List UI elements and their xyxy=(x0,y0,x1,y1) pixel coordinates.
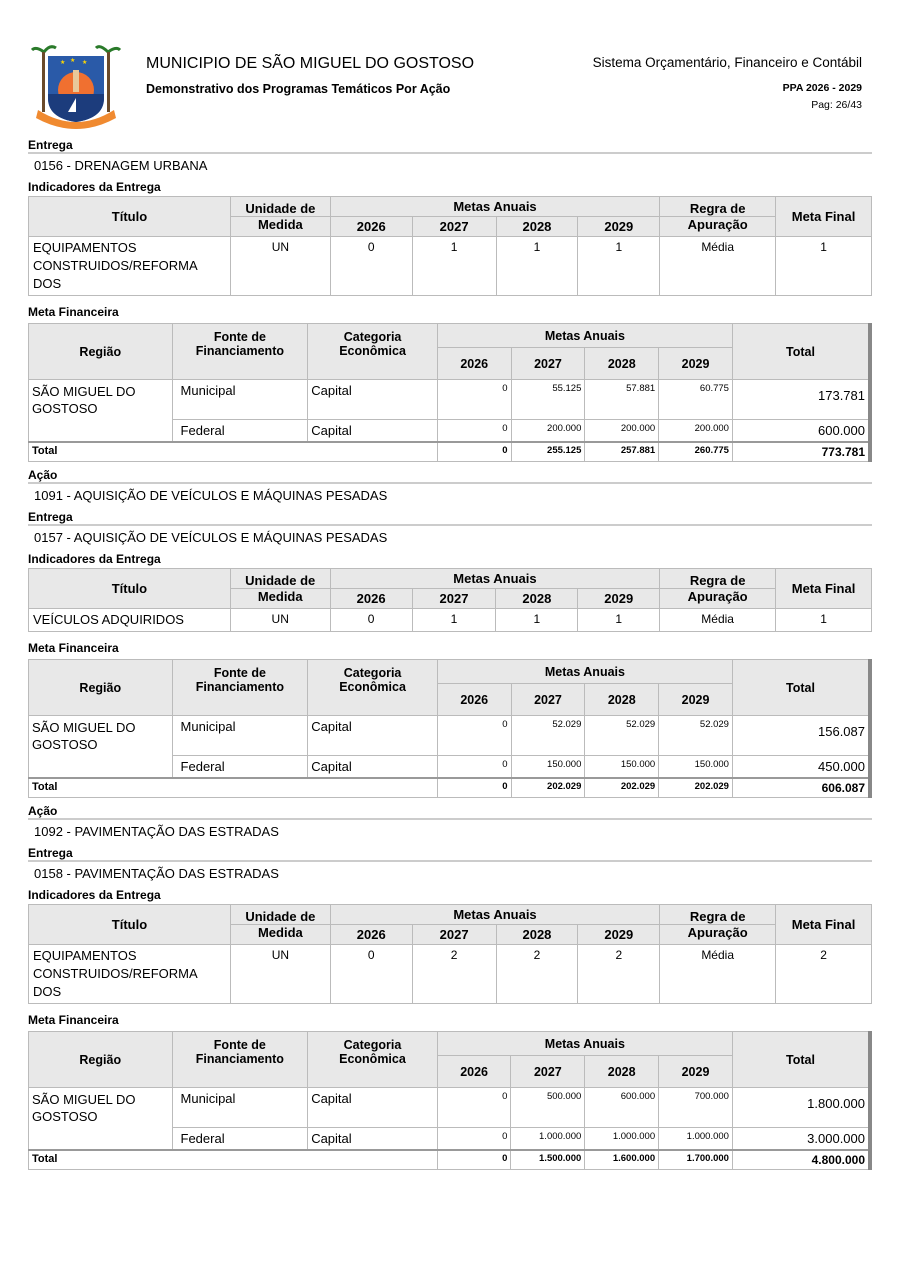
col-total: Total xyxy=(732,660,870,716)
amount-cell: 150.000 xyxy=(659,756,733,779)
target-cell: 1 xyxy=(496,237,578,296)
col-metas-anuais: Metas Anuais xyxy=(330,569,660,589)
table-row xyxy=(29,945,872,1004)
amount-cell: 150.000 xyxy=(511,756,585,779)
target-cell: 1 xyxy=(578,609,660,632)
col-year: 2028 xyxy=(585,348,659,380)
region-line: SÃO MIGUEL DO xyxy=(32,720,136,735)
amount-cell: 150.000 xyxy=(585,756,659,779)
category-cell: Capital xyxy=(308,1088,438,1128)
amount-cell: 200.000 xyxy=(511,420,585,443)
source-cell: Federal xyxy=(172,756,308,779)
col-apuracao: Apuração xyxy=(660,925,776,945)
entrega-value: 0157 - AQUISIÇÃO DE VEÍCULOS E MÁQUINAS PESADAS xyxy=(34,530,388,545)
region-line: SÃO MIGUEL DO xyxy=(32,384,136,399)
total-label: Total xyxy=(29,1150,438,1170)
grand-total-cell: 4.800.000 xyxy=(732,1150,870,1170)
row-total-cell: 156.087 xyxy=(732,716,870,756)
total-row xyxy=(29,778,871,798)
target-cell: 2 xyxy=(496,945,578,1004)
amount-cell: 1.000.000 xyxy=(511,1128,585,1151)
col-metas-anuais: Metas Anuais xyxy=(437,324,732,348)
col-unidade: Unidade de xyxy=(230,905,330,925)
source-cell: Federal xyxy=(172,420,308,443)
total-amount-cell: 257.881 xyxy=(585,442,659,462)
col-titulo: Título xyxy=(29,197,231,237)
col-metas-anuais: Metas Anuais xyxy=(330,197,659,217)
meta-financeira-label: Meta Financeira xyxy=(28,1013,119,1027)
amount-cell: 200.000 xyxy=(659,420,733,443)
amount-cell: 200.000 xyxy=(585,420,659,443)
municipality-name: MUNICIPIO DE SÃO MIGUEL DO GOSTOSO xyxy=(146,55,475,72)
acao-value: 1092 - PAVIMENTAÇÃO DAS ESTRADAS xyxy=(34,824,279,839)
unit-cell: UN xyxy=(230,609,330,632)
col-year: 2027 xyxy=(412,217,496,237)
target-cell: 1 xyxy=(578,237,660,296)
indicator-title-line: EQUIPAMENTOS xyxy=(33,240,137,255)
col-regra: Regra de xyxy=(660,197,776,217)
total-amount-cell: 1.600.000 xyxy=(585,1150,659,1170)
indicadores-label: Indicadores da Entrega xyxy=(28,888,161,902)
amount-cell: 0 xyxy=(437,1128,511,1151)
svg-text:★: ★ xyxy=(82,60,88,66)
amount-cell: 0 xyxy=(437,716,511,756)
source-cell: Municipal xyxy=(172,716,308,756)
col-year: 2028 xyxy=(585,684,659,716)
row-total-cell: 450.000 xyxy=(732,756,870,779)
col-year: 2027 xyxy=(511,348,585,380)
indicators-table xyxy=(28,904,872,1004)
svg-text:★: ★ xyxy=(70,58,76,64)
unit-cell: UN xyxy=(230,237,330,296)
col-categoria-line: Categoria xyxy=(343,1038,402,1052)
report-body xyxy=(28,138,872,1170)
col-categoria-line: Categoria xyxy=(343,666,402,680)
col-medida: Medida xyxy=(230,217,330,237)
col-year: 2029 xyxy=(659,684,733,716)
col-fonte xyxy=(172,660,308,716)
col-categoria-line: Econômica xyxy=(339,344,406,358)
meta-financeira-label: Meta Financeira xyxy=(28,305,119,319)
col-year: 2029 xyxy=(578,589,660,609)
col-categoria xyxy=(308,1032,438,1088)
category-cell: Capital xyxy=(308,716,438,756)
col-meta-final: Meta Final xyxy=(776,197,872,237)
col-metas-anuais: Metas Anuais xyxy=(437,660,732,684)
source-cell: Municipal xyxy=(172,380,308,420)
indicator-title-line: DOS xyxy=(33,984,62,999)
col-year: 2028 xyxy=(496,925,578,945)
indicator-title-line: VEÍCULOS ADQUIRIDOS xyxy=(33,612,184,627)
col-year: 2029 xyxy=(578,217,660,237)
category-cell: Capital xyxy=(308,756,438,779)
total-amount-cell: 202.029 xyxy=(659,778,733,798)
col-year: 2026 xyxy=(330,925,412,945)
category-cell: Capital xyxy=(308,420,438,443)
col-year: 2026 xyxy=(330,589,412,609)
ppa-period: PPA 2026 - 2029 xyxy=(782,82,862,94)
table-row xyxy=(29,609,872,632)
col-metas-anuais: Metas Anuais xyxy=(437,1032,732,1056)
rule-cell: Média xyxy=(660,945,776,1004)
acao-value: 1091 - AQUISIÇÃO DE VEÍCULOS E MÁQUINAS PESADAS xyxy=(34,488,388,503)
col-year: 2026 xyxy=(437,684,511,716)
indicators-table xyxy=(28,568,872,632)
col-year: 2028 xyxy=(496,589,578,609)
total-label: Total xyxy=(29,442,438,462)
indicator-title-line: DOS xyxy=(33,276,62,291)
indicator-title xyxy=(29,945,231,1004)
col-medida: Medida xyxy=(230,925,330,945)
entrega-label: Entrega xyxy=(28,846,872,862)
financial-table xyxy=(28,659,872,798)
col-fonte-line: Fonte de xyxy=(213,1038,266,1052)
col-fonte-line: Fonte de xyxy=(213,330,266,344)
col-meta-final: Meta Final xyxy=(776,569,872,609)
region-line: GOSTOSO xyxy=(32,737,98,752)
final-target-cell: 1 xyxy=(776,609,872,632)
amount-cell: 55.125 xyxy=(511,380,585,420)
target-cell: 1 xyxy=(412,237,496,296)
total-amount-cell: 1.700.000 xyxy=(659,1150,733,1170)
amount-cell: 52.029 xyxy=(585,716,659,756)
total-amount-cell: 260.775 xyxy=(659,442,733,462)
financial-table xyxy=(28,1031,872,1170)
report-header xyxy=(0,0,900,130)
col-year: 2029 xyxy=(578,925,660,945)
col-fonte xyxy=(172,1032,308,1088)
region-line: SÃO MIGUEL DO xyxy=(32,1092,136,1107)
acao-label: Ação xyxy=(28,804,872,820)
col-total: Total xyxy=(732,1032,870,1088)
table-row xyxy=(29,1088,871,1128)
table-row xyxy=(29,716,871,756)
col-fonte-line: Financiamento xyxy=(195,344,284,358)
total-amount-cell: 0 xyxy=(437,442,511,462)
unit-cell: UN xyxy=(230,945,330,1004)
col-year: 2027 xyxy=(511,684,585,716)
total-amount-cell: 1.500.000 xyxy=(511,1150,585,1170)
col-regra: Regra de xyxy=(660,569,776,589)
col-metas-anuais: Metas Anuais xyxy=(330,905,659,925)
col-year: 2027 xyxy=(412,925,496,945)
col-categoria xyxy=(308,660,438,716)
meta-financeira-label: Meta Financeira xyxy=(28,641,119,655)
rule-cell: Média xyxy=(660,237,776,296)
col-apuracao: Apuração xyxy=(660,217,776,237)
amount-cell: 0 xyxy=(437,380,511,420)
col-year: 2026 xyxy=(437,1056,511,1088)
entrega-value: 0158 - PAVIMENTAÇÃO DAS ESTRADAS xyxy=(34,866,279,881)
region-cell xyxy=(29,380,173,443)
col-titulo: Título xyxy=(29,569,231,609)
amount-cell: 60.775 xyxy=(659,380,733,420)
amount-cell: 0 xyxy=(437,756,511,779)
category-cell: Capital xyxy=(308,380,438,420)
municipal-coat-of-arms-logo xyxy=(30,42,122,130)
total-amount-cell: 202.029 xyxy=(585,778,659,798)
indicator-title xyxy=(29,609,231,632)
col-total: Total xyxy=(732,324,870,380)
region-cell xyxy=(29,1088,173,1151)
total-amount-cell: 255.125 xyxy=(511,442,585,462)
col-year: 2029 xyxy=(659,348,733,380)
target-cell: 0 xyxy=(330,945,412,1004)
entrega-value: 0156 - DRENAGEM URBANA xyxy=(34,158,208,173)
source-cell: Municipal xyxy=(172,1088,308,1128)
col-apuracao: Apuração xyxy=(660,589,776,609)
col-regra: Regra de xyxy=(660,905,776,925)
category-cell: Capital xyxy=(308,1128,438,1151)
target-cell: 0 xyxy=(330,609,412,632)
total-row xyxy=(29,442,871,462)
entrega-label: Entrega xyxy=(28,138,872,154)
indicator-title-line: CONSTRUIDOS/REFORMA xyxy=(33,258,198,273)
amount-cell: 1.000.000 xyxy=(659,1128,733,1151)
row-total-cell: 173.781 xyxy=(732,380,870,420)
amount-cell: 700.000 xyxy=(659,1088,733,1128)
svg-text:★: ★ xyxy=(60,60,66,66)
col-unidade: Unidade de xyxy=(230,197,330,217)
amount-cell: 0 xyxy=(437,420,511,443)
region-cell xyxy=(29,716,173,779)
row-total-cell: 1.800.000 xyxy=(732,1088,870,1128)
col-meta-final: Meta Final xyxy=(776,905,872,945)
col-year: 2026 xyxy=(330,217,412,237)
col-categoria-line: Categoria xyxy=(343,330,402,344)
col-regiao: Região xyxy=(29,324,173,380)
amount-cell: 52.029 xyxy=(659,716,733,756)
financial-table xyxy=(28,323,872,462)
indicadores-label: Indicadores da Entrega xyxy=(28,552,161,566)
source-cell: Federal xyxy=(172,1128,308,1151)
col-fonte-line: Fonte de xyxy=(213,666,266,680)
target-cell: 1 xyxy=(496,609,578,632)
region-line: GOSTOSO xyxy=(32,1109,98,1124)
col-categoria-line: Econômica xyxy=(339,680,406,694)
col-unidade: Unidade de xyxy=(230,569,330,589)
indicator-title-line: EQUIPAMENTOS xyxy=(33,948,137,963)
amount-cell: 1.000.000 xyxy=(585,1128,659,1151)
total-label: Total xyxy=(29,778,438,798)
target-cell: 1 xyxy=(412,609,496,632)
amount-cell: 500.000 xyxy=(511,1088,585,1128)
amount-cell: 57.881 xyxy=(585,380,659,420)
col-regiao: Região xyxy=(29,660,173,716)
target-cell: 2 xyxy=(578,945,660,1004)
table-row xyxy=(29,237,872,296)
total-amount-cell: 0 xyxy=(437,1150,511,1170)
target-cell: 0 xyxy=(330,237,412,296)
indicator-title-line: CONSTRUIDOS/REFORMA xyxy=(33,966,198,981)
grand-total-cell: 606.087 xyxy=(732,778,870,798)
system-name: Sistema Orçamentário, Financeiro e Contábil xyxy=(592,55,862,70)
total-amount-cell: 202.029 xyxy=(511,778,585,798)
col-medida: Medida xyxy=(230,589,330,609)
target-cell: 2 xyxy=(412,945,496,1004)
col-year: 2029 xyxy=(659,1056,733,1088)
col-year: 2026 xyxy=(437,348,511,380)
indicadores-label: Indicadores da Entrega xyxy=(28,180,161,194)
row-total-cell: 600.000 xyxy=(732,420,870,443)
col-year: 2027 xyxy=(412,589,496,609)
final-target-cell: 1 xyxy=(776,237,872,296)
total-amount-cell: 0 xyxy=(437,778,511,798)
page-number: Pag: 26/43 xyxy=(811,99,862,111)
col-categoria xyxy=(308,324,438,380)
col-year: 2028 xyxy=(585,1056,659,1088)
table-row xyxy=(29,380,871,420)
indicators-table xyxy=(28,196,872,296)
col-fonte-line: Financiamento xyxy=(195,1052,284,1066)
final-target-cell: 2 xyxy=(776,945,872,1004)
acao-label: Ação xyxy=(28,468,872,484)
grand-total-cell: 773.781 xyxy=(732,442,870,462)
indicator-title xyxy=(29,237,231,296)
rule-cell: Média xyxy=(660,609,776,632)
row-total-cell: 3.000.000 xyxy=(732,1128,870,1151)
amount-cell: 52.029 xyxy=(511,716,585,756)
col-regiao: Região xyxy=(29,1032,173,1088)
amount-cell: 0 xyxy=(437,1088,511,1128)
region-line: GOSTOSO xyxy=(32,401,98,416)
col-categoria-line: Econômica xyxy=(339,1052,406,1066)
report-title: Demonstrativo dos Programas Temáticos Por Ação xyxy=(146,82,451,96)
col-titulo: Título xyxy=(29,905,231,945)
entrega-label: Entrega xyxy=(28,510,872,526)
col-year: 2028 xyxy=(496,217,578,237)
amount-cell: 600.000 xyxy=(585,1088,659,1128)
total-row xyxy=(29,1150,871,1170)
col-fonte-line: Financiamento xyxy=(195,680,284,694)
col-year: 2027 xyxy=(511,1056,585,1088)
col-fonte xyxy=(172,324,308,380)
